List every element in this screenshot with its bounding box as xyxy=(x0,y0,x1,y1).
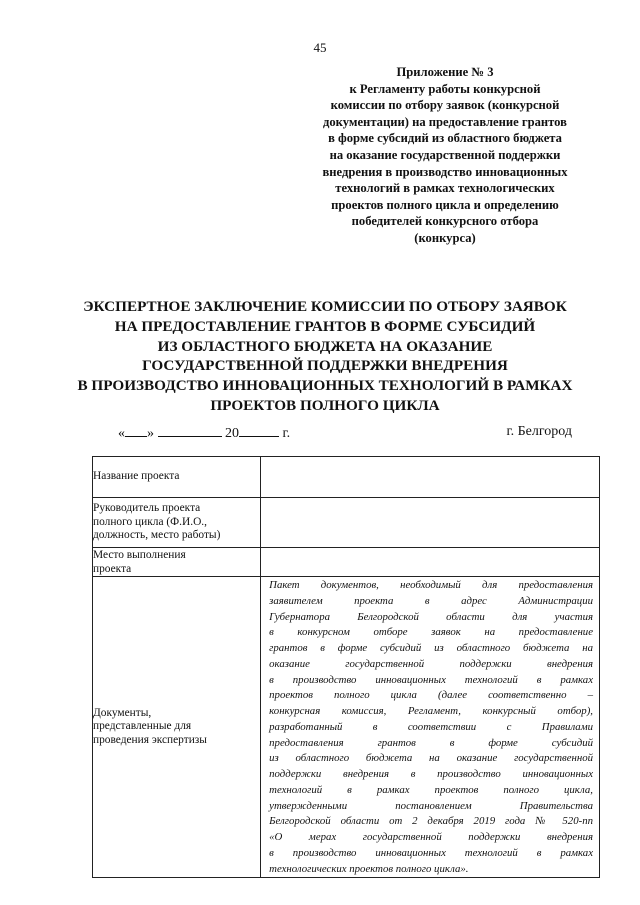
appendix-line: Приложение № 3 xyxy=(396,65,494,79)
documents-line: Губернатора Белгородской области для участия xyxy=(269,610,593,623)
appendix-line: в форме субсидий из областного бюджета xyxy=(328,131,562,146)
manager-label-line: должность, место работы) xyxy=(93,529,221,541)
date-line xyxy=(118,424,290,442)
documents-line: в конкурсном отборе заявок на предоставление xyxy=(269,626,593,639)
title-line: НА ПРЕДОСТАВЛЕНИЕ ГРАНТОВ В ФОРМЕ СУБСИДИЙ xyxy=(114,317,536,335)
year-blank xyxy=(239,424,279,437)
project-name-value xyxy=(261,457,600,498)
appendix-line: документации) на предоставление грантов xyxy=(323,114,567,129)
documents-line: Белгородской области от 2 декабря 2019 года № 520-пп xyxy=(269,815,593,828)
appendix-line: (конкурса) xyxy=(414,230,476,245)
place-label-line: Место выполнения xyxy=(93,549,186,561)
documents-line: оказание государственной поддержки внедрения xyxy=(269,657,593,670)
documents-line: разработанный в соответствии с Правилами xyxy=(269,720,593,733)
place-label-line: проекта xyxy=(93,562,132,575)
title-line: ГОСУДАРСТВЕННОЙ ПОДДЕРЖКИ ВНЕДРЕНИЯ xyxy=(142,357,508,375)
title-line: В ПРОИЗВОДСТВО ИННОВАЦИОННЫХ ТЕХНОЛОГИЙ В РАМКАХ xyxy=(77,377,573,395)
documents-line: поддержки внедрения в производство инновационных xyxy=(269,768,593,780)
appendix-line: комиссии по отбору заявок (конкурсной xyxy=(330,98,560,113)
title-line: ИЗ ОБЛАСТНОГО БЮДЖЕТА НА ОКАЗАНИЕ xyxy=(157,337,493,355)
place-value xyxy=(261,548,600,577)
documents-value xyxy=(261,577,600,878)
documents-line: технологических проектов полного цикла». xyxy=(269,862,469,875)
documents-line: предоставления грантов в форме субсидий xyxy=(269,736,593,749)
documents-line: заявителем проекта в адрес Администрации xyxy=(269,594,593,607)
year-suffix: г. xyxy=(282,426,291,441)
manager-label-line: полного цикла (Ф.И.О., xyxy=(93,515,207,528)
table-row xyxy=(93,577,600,878)
manager-label xyxy=(93,498,261,548)
appendix-line: к Регламенту работы конкурсной xyxy=(349,81,541,96)
appendix-header xyxy=(300,64,590,247)
table-row xyxy=(93,457,600,498)
documents-line: из областного бюджета на оказание государственной xyxy=(269,752,593,765)
appendix-line: внедрения в производство инновационных xyxy=(322,164,568,179)
page-number: 45 xyxy=(313,40,327,55)
appendix-line: на оказание государственной поддержки xyxy=(329,147,561,162)
manager-label-line: Руководитель проекта xyxy=(93,502,201,514)
month-blank xyxy=(158,424,222,437)
documents-line: грантов в форме субсидий из областного бюджета на xyxy=(269,642,593,654)
expert-table xyxy=(92,456,600,878)
manager-value xyxy=(261,498,600,548)
documents-line: утвержденными постановлением Правительства xyxy=(269,799,593,812)
documents-line: Пакет документов, необходимый для предоставления xyxy=(269,579,593,591)
documents-line: «О мерах государственной поддержки внедрения xyxy=(269,831,593,843)
table-row xyxy=(93,498,600,548)
date-open-quote: « xyxy=(118,426,125,441)
project-name-label: Название проекта xyxy=(93,457,261,498)
documents-label-line: представленные для xyxy=(93,720,192,733)
table-row xyxy=(93,548,600,577)
documents-label-line: проведения экспертизы xyxy=(93,733,207,746)
documents-line: проектов полного цикла (далее соответственно – xyxy=(269,689,593,702)
day-blank xyxy=(125,424,147,437)
documents-line: в производство инновационных технологий в рамках xyxy=(269,673,593,686)
documents-line: технологий в рамках проектов полного цикла, xyxy=(269,783,593,796)
title-line: ПРОЕКТОВ ПОЛНОГО ЦИКЛА xyxy=(210,396,440,414)
document-title xyxy=(40,297,610,416)
documents-label-line: Документы, xyxy=(93,706,152,719)
appendix-line: проектов полного цикла и определению xyxy=(331,197,559,212)
place-label xyxy=(93,548,261,577)
city: г. Белгород xyxy=(506,424,572,439)
date-close-quote: » xyxy=(147,426,154,441)
appendix-line: победителей конкурсного отбора xyxy=(351,214,539,229)
documents-label xyxy=(93,577,261,878)
year-prefix: 20 xyxy=(225,426,239,441)
appendix-line: технологий в рамках технологических xyxy=(335,181,555,196)
documents-line: конкурсная комиссия, Регламент, конкурсный отбор), xyxy=(269,705,593,717)
title-line: ЭКСПЕРТНОЕ ЗАКЛЮЧЕНИЕ КОМИССИИ ПО ОТБОРУ ЗАЯВОК xyxy=(83,298,567,315)
documents-line: в производство инновационных технологий в рамках xyxy=(269,846,593,859)
